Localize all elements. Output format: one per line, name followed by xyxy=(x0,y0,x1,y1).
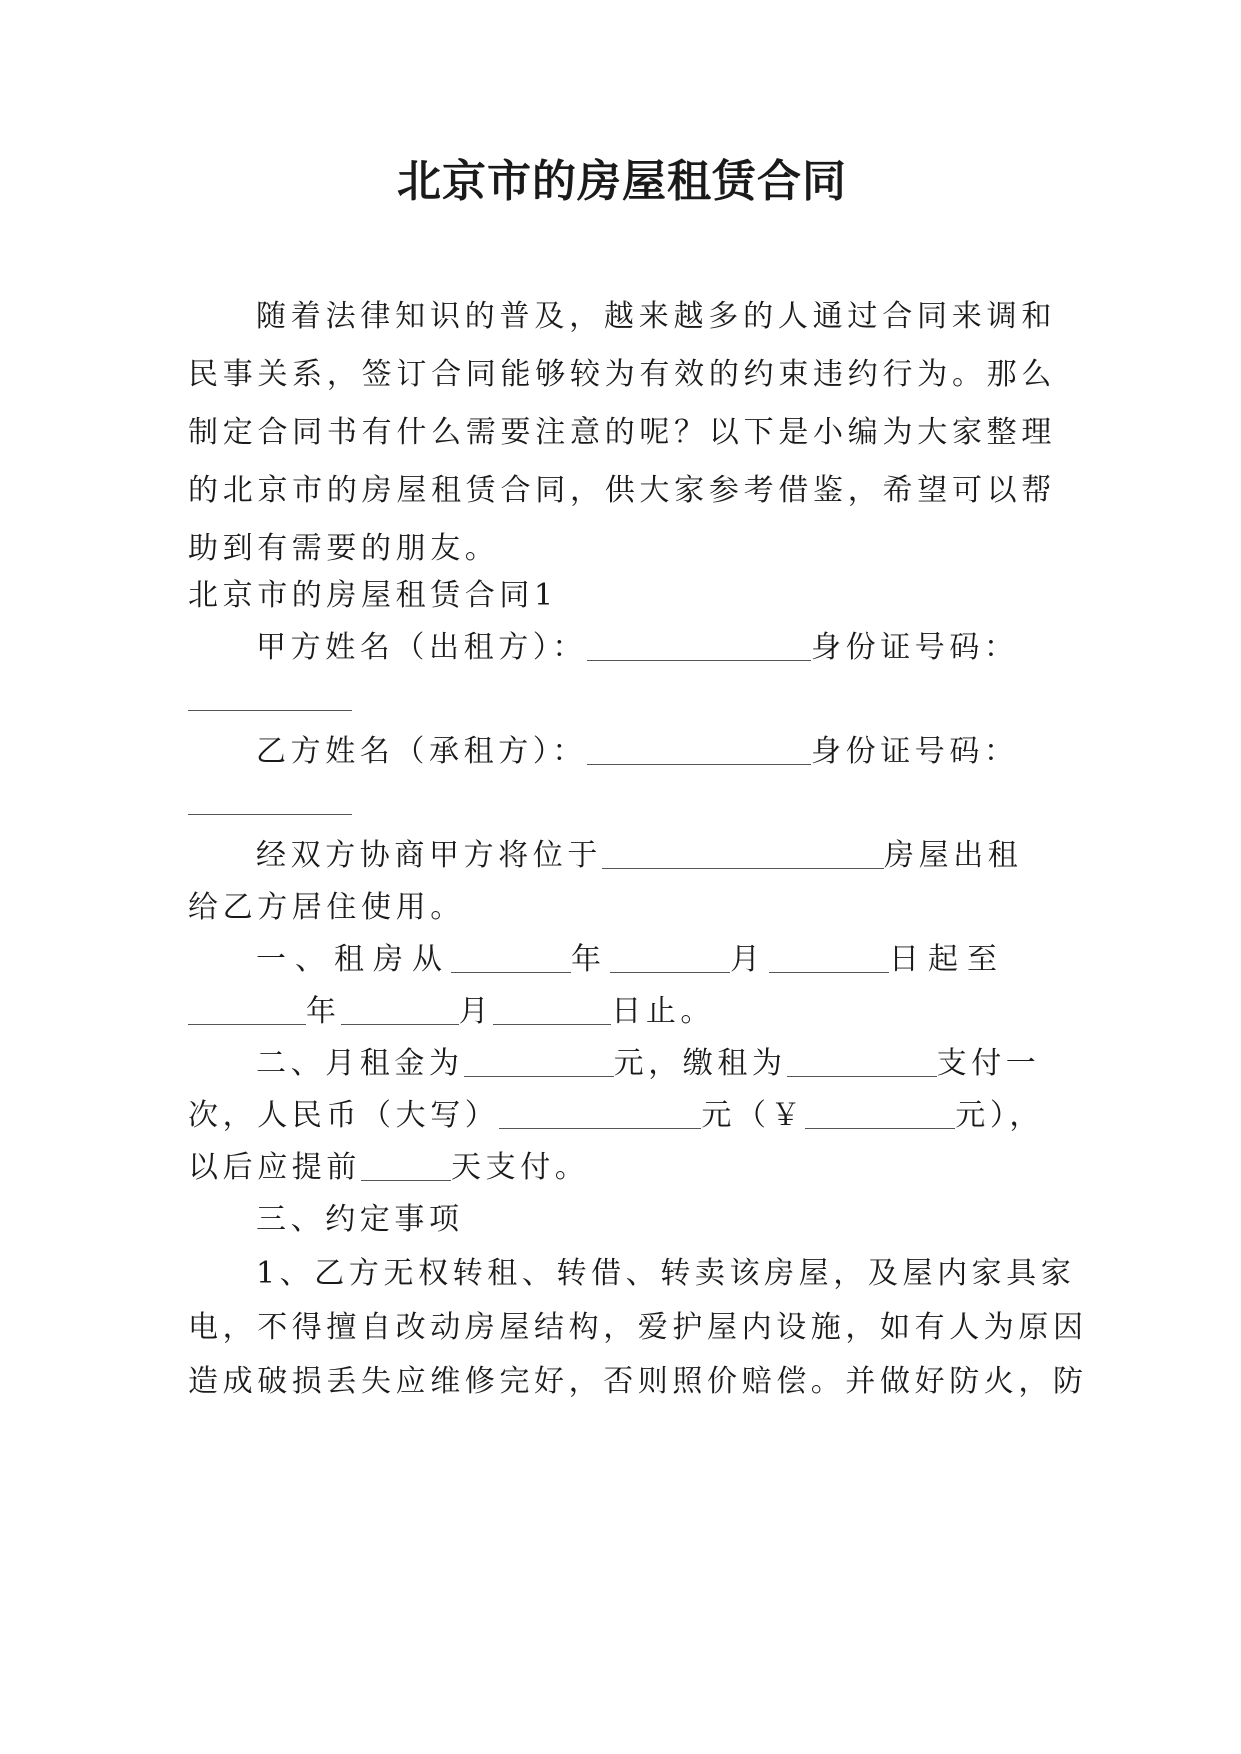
party-a-label: 甲方姓名（出租方）： xyxy=(256,630,587,665)
party-b-name-blank[interactable] xyxy=(587,734,811,765)
clause-3-item-1-line-2: 电，不得擅自改动房屋结构，爱护屋内设施，如有人为原因 xyxy=(188,1310,1088,1345)
clause-2-row-3: 以后应提前 天支付。 xyxy=(188,1150,590,1185)
clause-3-item-1-line-1: 1、乙方无权转租、转借、转卖该房屋，及屋内家具家 xyxy=(256,1256,1076,1291)
clause-3-heading: 三、约定事项 xyxy=(256,1202,464,1237)
amount-uppercase-blank[interactable] xyxy=(499,1098,701,1129)
clause-3-item-1-line-3: 造成破损丢失应维修完好，否则照价赔偿。并做好防火，防 xyxy=(188,1364,1088,1399)
party-b-id-blank[interactable] xyxy=(188,814,352,815)
clause-2-row-2: 次，人民币（大写） 元（￥ 元）， xyxy=(188,1098,1045,1133)
party-b-row xyxy=(188,729,1124,775)
party-b-id-label: 身份证号码： xyxy=(811,734,1019,769)
clause-1-row: 一、租房从 年 月 日起至 xyxy=(256,942,1006,977)
start-month-blank[interactable] xyxy=(610,942,730,973)
payment-period-blank[interactable] xyxy=(787,1046,937,1077)
party-a-id-label: 身份证号码： xyxy=(811,630,1019,665)
document-title: 北京市的房屋租赁合同 xyxy=(397,156,847,207)
party-a-row xyxy=(188,625,1124,671)
end-day-blank[interactable] xyxy=(493,994,611,1025)
clause-2-row: 二、月租金为 元，缴租为 支付一 xyxy=(256,1046,1041,1081)
intro-paragraph: 随着法律知识的普及，越来越多的人通过合同来调和民事关系，签订合同能够较为有效的约束违约行为。那么制定合同书有什么需要注意的呢？以下是小编为大家整理的北京市的房屋租赁合同，供大家参考借鉴，希望可以帮助到有需要的朋友。 xyxy=(188,299,1056,566)
contract-heading: 北京市的房屋租赁合同1 xyxy=(188,578,558,613)
advance-days-blank[interactable] xyxy=(361,1150,451,1181)
end-month-blank[interactable] xyxy=(341,994,459,1025)
location-row-2: 给乙方居住使用。 xyxy=(188,890,465,925)
party-b-label: 乙方姓名（承租方）： xyxy=(256,734,587,769)
start-day-blank[interactable] xyxy=(769,942,889,973)
location-row: 经双方协商甲方将位于 房屋出租 xyxy=(256,838,1023,873)
party-a-id-blank[interactable] xyxy=(188,710,352,711)
amount-numeric-blank[interactable] xyxy=(805,1098,955,1129)
location-blank[interactable] xyxy=(602,838,884,869)
start-year-blank[interactable] xyxy=(451,942,571,973)
end-year-blank[interactable] xyxy=(188,994,306,1025)
clause-1-row-2: 年 月 日止。 xyxy=(188,989,1056,1035)
party-a-name-blank[interactable] xyxy=(587,630,811,661)
monthly-rent-blank[interactable] xyxy=(464,1046,614,1077)
